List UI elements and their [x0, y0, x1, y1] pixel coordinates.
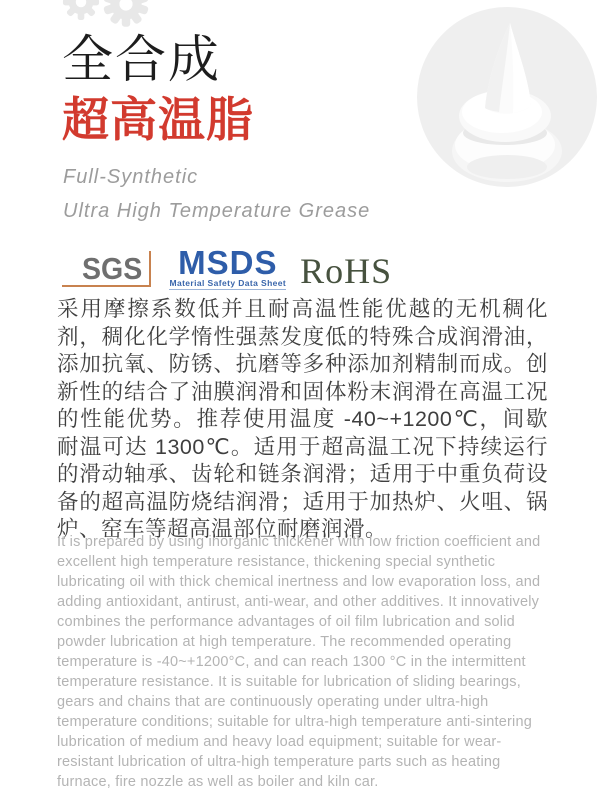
- page-title-cn: 全合成: [62, 31, 222, 88]
- sgs-logo: [62, 251, 151, 287]
- description-english: It is prepared by using inorganic thickener with low friction coefficient and excellent high temperature resistance, thickening special synthetic lubricating oil with thick chemical inertness and low evaporation loss, and adding antioxidant, antirust, anti-wear, and other additives. It innovatively combines the performance advantages of oil film lubrication and solid powder lubrication at high temperature. The recommended operating temperature is -40~+1200°C, and can reach 1300 °C in the intermittent temperature resistance. It is suitable for lubrication of sliding bearings, gears and chains that are continuously operating under ultra-high temperature conditions; suitable for ultra-high temperature anti-sintering lubrication of medium and heavy load equipment; suitable for wear-resistant lubrication of ultra-high temperature parts such as heating furnace, fire nozzle as well as boiler and kiln car.: [57, 534, 541, 790]
- rohs-logo-text: RoHS: [300, 251, 393, 291]
- msds-logo: [169, 244, 287, 290]
- grease-dollop-illustration: [447, 15, 567, 185]
- subtitle-line-1: Full-Synthetic: [63, 166, 199, 188]
- product-grease-image: [417, 7, 597, 187]
- msds-logo-text: MSDS: [178, 244, 278, 281]
- page-title-cn-red: 超高温脂: [62, 93, 254, 146]
- certification-logos: [62, 241, 392, 293]
- subtitle-block: [63, 160, 370, 228]
- rohs-logo: [300, 253, 392, 289]
- gear-icon: [102, 0, 150, 28]
- gear-icon: [62, 0, 100, 21]
- sgs-logo-text: SGS: [82, 251, 143, 286]
- subtitle-line-2: Ultra High Temperature Grease: [63, 200, 371, 222]
- description-chinese: 采用摩擦系数低并且耐高温性能优越的无机稠化剂，稠化化学惰性强蒸发度低的特殊合成润滑油，添加抗氧、防锈、抗磨等多种添加剂精制而成。创新性的结合了油膜润滑和固体粉末润滑在高温工况的性能优势。推荐使用温度 -40~+1200℃，间歇耐温可达 1300℃。适用于超高温工况下持续运行的滑动轴承、齿轮和链条润滑；适用于中重负荷设备的超高温防烧结润滑；适用于加热炉、火咀、锅炉、窑车等超高温部位耐磨润滑。: [57, 297, 548, 541]
- title-block: [62, 30, 254, 146]
- msds-logo-subtext: Material Safety Data Sheet: [169, 278, 287, 288]
